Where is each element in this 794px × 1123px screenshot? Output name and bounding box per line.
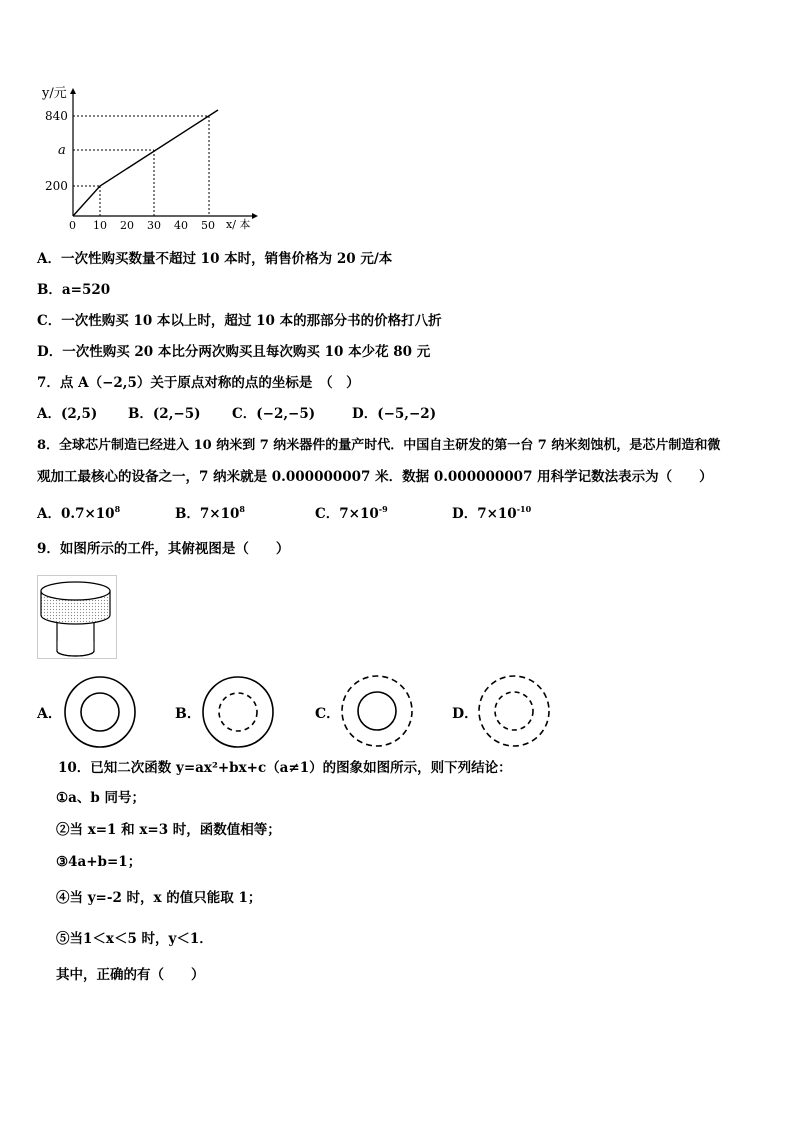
q9-option-b-figure	[200, 674, 276, 750]
q8-option-d	[452, 505, 531, 523]
q9-label-c: C．	[315, 706, 341, 722]
q7-option-b: B．(2,−5)	[128, 406, 201, 422]
price-line	[73, 110, 218, 216]
q10-item-3: ③4a+b=1；	[56, 854, 142, 870]
q10-item-4: ④当 y=-2 时，x 的值只能取 1；	[56, 890, 262, 906]
q7-option-c: C．(−2,−5)	[232, 406, 316, 422]
q10-tail: 其中，正确的有（ ）	[56, 967, 205, 983]
q7-stem: 7．点 A（−2,5）关于原点对称的点的坐标是 （ ）	[37, 375, 360, 391]
q9-label-d: D．	[452, 706, 479, 722]
q8-option-a-exp: 8	[114, 504, 121, 514]
q8-option-c	[315, 505, 388, 523]
q6-option-b: B．a=520	[37, 282, 111, 298]
q8-option-c-exp: -9	[378, 504, 388, 514]
q8-stem-line2: 观加工最核心的设备之一，7 纳米就是 0.000000007 米．数据 0.000000007 用科学记数法表示为（ ）	[37, 469, 713, 485]
q8-option-c-base: C．7×10	[315, 506, 379, 522]
x-axis-label: x/ 本	[226, 218, 251, 231]
q8-option-b-exp: 8	[239, 504, 245, 514]
x-axis-arrow	[252, 213, 258, 219]
y-axis-label: y/元	[42, 86, 67, 101]
q9-option-d-figure	[475, 672, 553, 750]
q7-option-a: A．(2,5)	[37, 406, 98, 422]
q6-option-a: A．一次性购买数量不超过 10 本时，销售价格为 20 元/本	[37, 251, 393, 267]
x-tick-50: 50	[201, 219, 215, 232]
q8-option-a	[37, 505, 120, 523]
y-tick-a: a	[58, 143, 66, 158]
x-tick-30: 30	[147, 219, 161, 232]
x-tick-20: 20	[120, 219, 134, 232]
q8-option-d-exp: -10	[516, 504, 532, 514]
q9-label-b: B．	[175, 706, 201, 722]
y-tick-840: 840	[45, 109, 68, 123]
q8-stem-line1: 8．全球芯片制造已经进入 10 纳米到 7 纳米器件的量产时代．中国自主研发的第一台 7 纳米刻蚀机，是芯片制造和微	[37, 438, 721, 453]
q8-option-b	[175, 505, 245, 523]
x-tick-0: 0	[69, 219, 76, 232]
y-axis-arrow	[70, 88, 76, 94]
x-tick-40: 40	[174, 219, 188, 232]
q10-item-5: ⑤当1＜x＜5 时，y＜1．	[56, 931, 213, 947]
workpiece-frame	[37, 575, 117, 659]
q8-option-d-base: D．7×10	[452, 506, 517, 522]
q10-stem: 10．已知二次函数 y=ax²+bx+c（a≠1）的图象如图所示，则下列结论：	[58, 760, 512, 776]
x-tick-10: 10	[93, 219, 107, 232]
q6-option-c: C．一次性购买 10 本以上时，超过 10 本的那部分书的价格打八折	[37, 313, 442, 329]
q10-item-2: ②当 x=1 和 x=3 时，函数值相等；	[56, 822, 281, 838]
q9-label-a: A．	[37, 706, 62, 722]
q8-option-b-base: B．7×10	[175, 506, 240, 522]
dotted-guides	[73, 116, 209, 216]
q10-item-1: ①a、b 同号；	[56, 790, 145, 806]
q9-option-c-figure	[338, 672, 416, 750]
q9-option-a-figure	[62, 674, 138, 750]
q7-option-d: D．(−5,−2)	[352, 406, 437, 422]
q6-option-d: D．一次性购买 20 本比分两次购买且每次购买 10 本少花 80 元	[37, 344, 431, 360]
q9-stem: 9．如图所示的工件，其俯视图是（ ）	[37, 541, 290, 557]
q8-option-a-base: A．0.7×10	[37, 506, 115, 522]
y-tick-200: 200	[45, 179, 68, 193]
price-quantity-graph	[30, 80, 260, 240]
